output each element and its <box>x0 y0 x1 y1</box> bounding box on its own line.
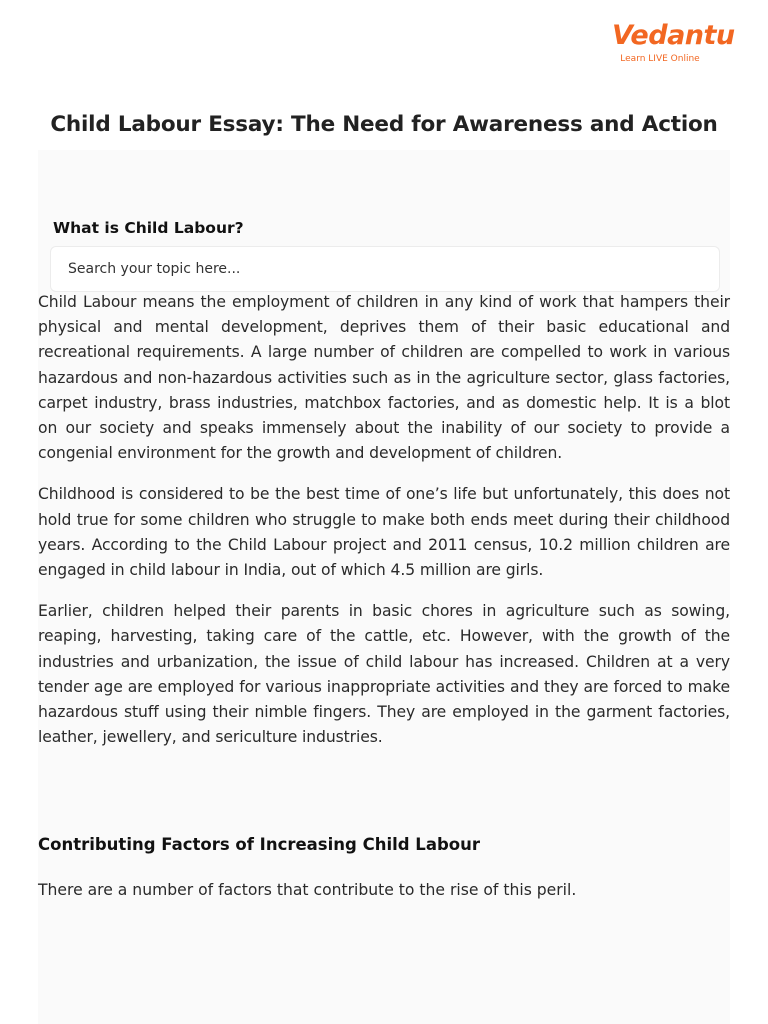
vedantu-logo[interactable] <box>612 20 735 72</box>
logo-wordmark: Vedantu <box>612 20 735 51</box>
search-box[interactable] <box>50 246 720 292</box>
search-input[interactable] <box>66 260 704 278</box>
page-title: Child Labour Essay: The Need for Awareness and Action <box>50 112 718 137</box>
paragraph: Earlier, children helped their parents in basic chores in agriculture such as sowing, reaping, harvesting, taking care of the cattle, etc. However, with the growth of the industries and urbanization, the issue of child labour has increased. Children at a very tender age are employed for various inappropriate activities and they are forced to make hazardous stuff using their nimble fingers. They are employed in the garment factories, leather, jewellery, and sericulture industries. <box>38 602 730 747</box>
section-heading-contributing-factors: Contributing Factors of Increasing Child Labour <box>38 835 480 854</box>
logo-tagline: Learn LIVE Online <box>620 54 700 64</box>
paragraph: Childhood is considered to be the best time of one’s life but unfortunately, this does not hold true for some children who struggle to make both ends meet during their childhood years. According to the Child Labour project and 2011 census, 10.2 million children are engaged in child labour in India, out of which 4.5 million are girls. <box>38 485 730 580</box>
article-body <box>38 290 730 766</box>
section-intro-paragraph: There are a number of factors that contribute to the rise of this peril. <box>38 881 577 899</box>
section-heading-what-is-child-labour: What is Child Labour? <box>53 219 244 237</box>
paragraph: Child Labour means the employment of children in any kind of work that hampers their physical and mental development, deprives them of their basic educational and recreational requirements. A large number of children are compelled to work in various hazardous and non-hazardous activities such as in the agriculture sector, glass factories, carpet industry, brass industries, matchbox factories, and as domestic help. It is a blot on our society and speaks immensely about the inability of our society to provide a congenial environment for the growth and development of children. <box>38 293 730 463</box>
